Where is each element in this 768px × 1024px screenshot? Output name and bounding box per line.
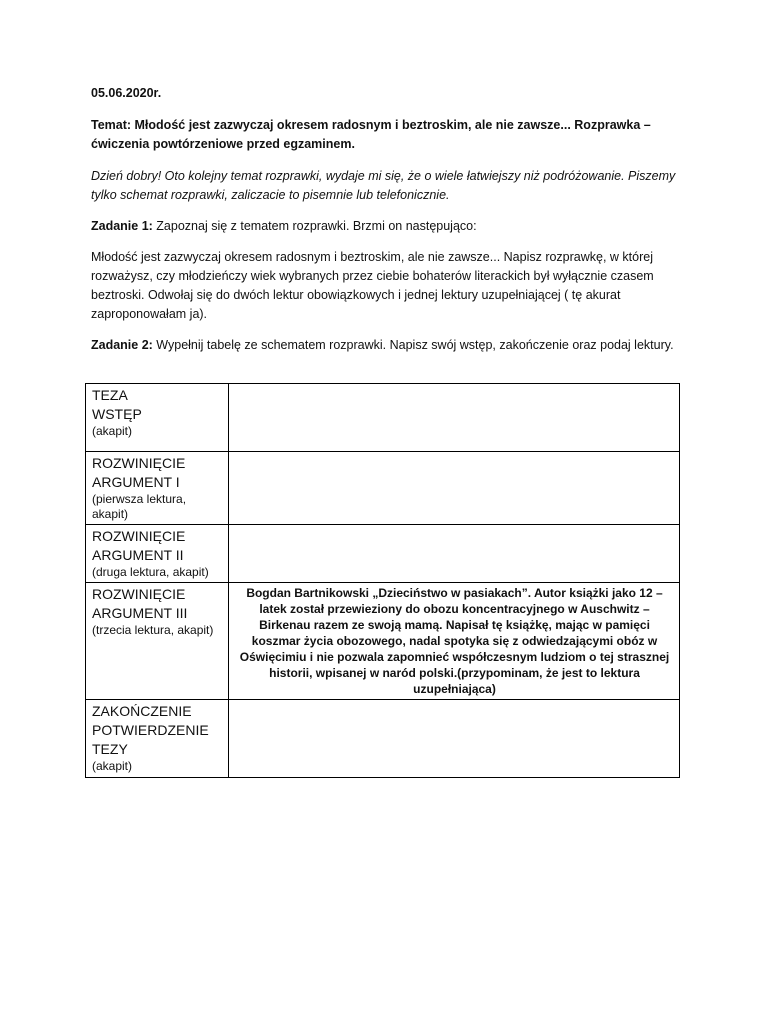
- document-body: [91, 84, 681, 355]
- table-row-argument-2: [86, 525, 680, 583]
- row-hint: (akapit): [92, 424, 133, 438]
- answer-cell-argument-3[interactable]: Bogdan Bartnikowski „Dzieciństwo w pasiakach”. Autor książki jako 12 – latek został przewieziony do obozu koncentracyjnego w Auschwitz – Birkenau razem ze swoją mamą. Napisał tę książkę, mając w pamięci koszmar życia obozowego, nadal spotyka się z odwiedzającymi obóz w Oświęcimiu i nie pozwala zapomnieć współczesnym ludziom o tej strasznej historii, wpisanej w naród polski.(przypominam, że jest to lektura uzupełniająca): [229, 583, 680, 700]
- row-label-conclusion: [86, 700, 229, 778]
- row-heading: WSTĘP: [92, 406, 142, 422]
- row-hint: (trzecia lektura, akapit): [92, 623, 214, 637]
- answer-cell-thesis[interactable]: [229, 384, 680, 452]
- table-row-argument-3: [86, 583, 680, 700]
- task-1-label: Zadanie 1:: [91, 219, 153, 233]
- task-2-instruction: Wypełnij tabelę ze schematem rozprawki. Napisz swój wstęp, zakończenie oraz podaj lektury.: [152, 338, 674, 352]
- answer-cell-argument-1[interactable]: [229, 452, 680, 525]
- row-heading: ZAKOŃCZENIE: [92, 703, 192, 719]
- row-heading: ARGUMENT III: [92, 605, 188, 621]
- document-date: 05.06.2020r.: [91, 86, 162, 100]
- row-heading: TEZA: [92, 387, 128, 403]
- task-2-label: Zadanie 2:: [91, 338, 153, 352]
- teacher-greeting: Dzień dobry! Oto kolejny temat rozprawki, wydaje mi się, że o wiele łatwiejszy niż podróżowanie. Piszemy tylko schemat rozprawki, zaliczacie to pisemnie lub telefonicznie.: [91, 169, 676, 202]
- table-row-conclusion: [86, 700, 680, 778]
- task-2-heading: [91, 336, 681, 355]
- row-heading: ROZWINIĘCIE: [92, 455, 186, 471]
- answer-cell-argument-2[interactable]: [229, 525, 680, 583]
- row-heading: ARGUMENT II: [92, 547, 184, 563]
- row-heading: ROZWINIĘCIE: [92, 586, 186, 602]
- row-hint: (akapit): [92, 759, 133, 773]
- table-row-thesis: [86, 384, 680, 452]
- answer-cell-conclusion[interactable]: [229, 700, 680, 778]
- row-label-argument-3: [86, 583, 229, 700]
- task-1-instruction: Zapoznaj się z tematem rozprawki. Brzmi on następująco:: [152, 219, 477, 233]
- table-row-argument-1: [86, 452, 680, 525]
- task-1-heading: [91, 217, 681, 236]
- lesson-topic: Temat: Młodość jest zazwyczaj okresem radosnym i beztroskim, ale nie zawsze... Rozprawka – ćwiczenia powtórzeniowe przed egzaminem.: [91, 118, 651, 151]
- row-hint: (druga lektura, akapit): [92, 565, 209, 579]
- row-heading: TEZY: [92, 741, 128, 757]
- row-label-argument-1: [86, 452, 229, 525]
- task-1-description: Młodość jest zazwyczaj okresem radosnym i beztroskim, ale nie zawsze... Napisz rozprawkę, w której rozważysz, czy młodzieńczy wiek wybranych przez ciebie bohaterów literackich był wyłącznie czasem beztroski. Odwołaj się do dwóch lektur obowiązkowych i jednej lektury uzupełniającej ( tę akurat zaproponowałam ja).: [91, 250, 654, 321]
- row-label-argument-2: [86, 525, 229, 583]
- row-heading: ROZWINIĘCIE: [92, 528, 186, 544]
- row-hint: (pierwsza lektura, akapit): [92, 492, 187, 521]
- row-heading: ARGUMENT I: [92, 474, 180, 490]
- row-label-thesis: [86, 384, 229, 452]
- essay-scheme-table: [85, 383, 680, 778]
- row-heading: POTWIERDZENIE: [92, 722, 209, 738]
